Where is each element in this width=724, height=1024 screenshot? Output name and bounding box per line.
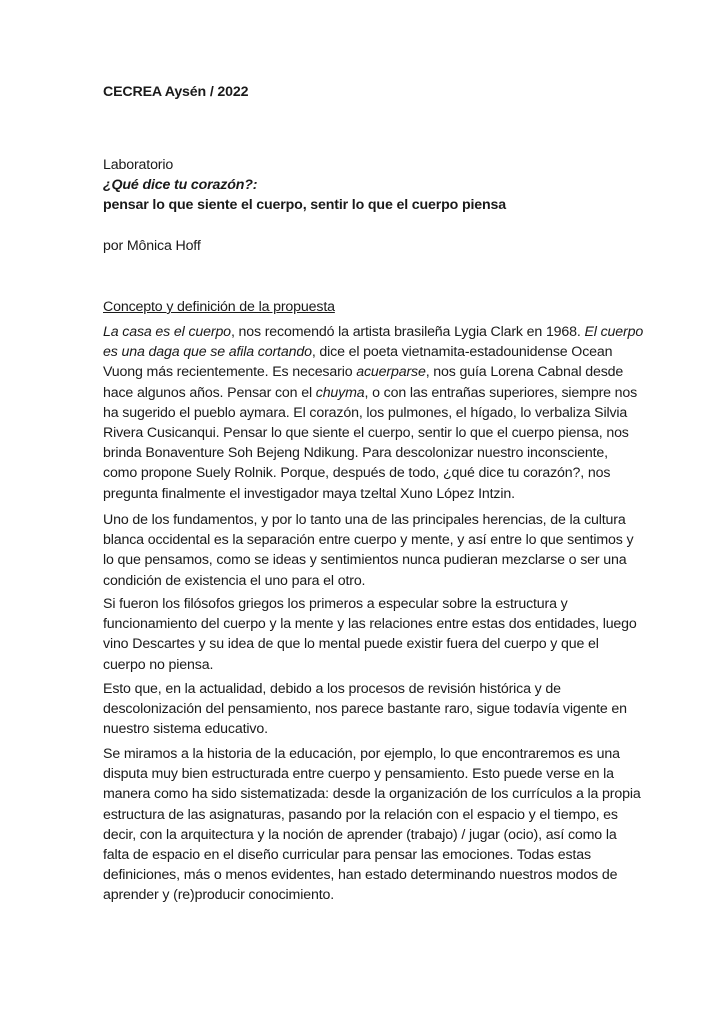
text-run: disputa muy bien estructurada entre cuerpo y pensamiento. Esto puede verse en la — [103, 766, 614, 783]
lab-title: ¿Qué dice tu corazón?: — [103, 177, 258, 194]
paragraph-line — [103, 764, 643, 784]
text-run: Uno de los fundamentos, y por lo tanto una de las principales herencias, de la cultura — [103, 512, 626, 528]
paragraph-line — [103, 784, 643, 804]
section-heading: Concepto y definición de la propuesta — [103, 299, 335, 315]
text-run: lo que pensamos, como se ideas y sentimientos nunca pudieran mezclarse o ser una — [103, 552, 627, 569]
text-run: decir, con la arquitectura y la noción de aprender (trabajo) / jugar (ocio), así como la — [103, 826, 617, 843]
paragraph-line — [103, 484, 643, 504]
text-run: manera como ha sido sistematizada: desde la organización de los currículos a la propia — [103, 786, 641, 803]
text-run: falta de espacio en el diseño curricular para pensar las emociones. Todas estas — [103, 847, 591, 864]
paragraph-line — [103, 463, 643, 483]
paragraph-line — [103, 805, 643, 825]
paragraph-line — [103, 383, 643, 403]
paragraph-line — [103, 362, 643, 382]
paragraph — [103, 322, 643, 504]
text-run: cuerpo no piensa. — [103, 656, 214, 673]
paragraph — [103, 744, 643, 906]
text-run: , nos guía Lorena Cabnal desde — [425, 364, 624, 381]
paragraph-line — [103, 403, 643, 423]
paragraph-line — [103, 845, 643, 865]
italic-text: acuerparse — [356, 364, 426, 381]
paragraph-line — [103, 699, 643, 719]
text-run: blanca occidental es la separación entre cuerpo y mente, y así entre lo que sentimos y — [103, 532, 634, 549]
italic-text: La casa es el cuerpo — [103, 324, 231, 340]
paragraph — [103, 594, 643, 675]
paragraph-line — [103, 865, 643, 885]
paragraph-line — [103, 719, 643, 739]
lab-subtitle: pensar lo que siente el cuerpo, sentir lo que el cuerpo piensa — [103, 197, 507, 214]
paragraph-line — [103, 550, 643, 570]
paragraph-line — [103, 744, 643, 764]
paragraph-line — [103, 614, 643, 634]
text-run: Si fueron los filósofos griegos los primeros a especular sobre la estructura y — [103, 596, 568, 612]
text-run: como propone Suely Rolnik. Porque, después de todo, ¿qué dice tu corazón?, nos — [103, 465, 611, 482]
org-year-header: CECREA Aysén / 2022 — [103, 84, 249, 100]
paragraph-line — [103, 885, 643, 905]
paragraph-line — [103, 571, 643, 591]
text-run: pregunta finalmente el investigador maya tzeltal Xuno López Intzin. — [103, 485, 515, 502]
paragraph-line — [103, 322, 643, 342]
paragraph-line — [103, 423, 643, 443]
paragraph-line — [103, 655, 643, 675]
text-run: brinda Bonaventure Soh Bejeng Ndikung. Para descolonizar nuestro inconsciente, — [103, 445, 608, 462]
text-run: , o con las entrañas superiores, siempre nos — [364, 384, 638, 401]
paragraph-line — [103, 530, 643, 550]
text-run: descolonización del pensamiento, nos parece bastante raro, sigue todavía vigente en — [103, 701, 627, 718]
text-run: Esto que, en la actualidad, debido a los procesos de revisión histórica y de — [103, 681, 561, 697]
text-run: definiciones, más o menos evidentes, han estado determinando nuestros modos de — [103, 867, 618, 884]
paragraph — [103, 510, 643, 591]
paragraph — [103, 679, 643, 740]
text-run: Rivera Cusicanqui. Pensar lo que siente el cuerpo, sentir lo que el cuerpo piensa, nos — [103, 425, 629, 442]
title-block — [103, 155, 643, 216]
paragraph-line — [103, 510, 643, 530]
paragraph-line — [103, 825, 643, 845]
lab-kind: Laboratorio — [103, 157, 174, 173]
text-run: vino Descartes y su idea de que lo mental puede existir fuera del cuerpo y que el — [103, 636, 599, 653]
text-run: nuestro sistema educativo. — [103, 721, 268, 738]
paragraph-line — [103, 634, 643, 654]
text-run: hace algunos años. Pensar con el — [103, 384, 316, 401]
italic-text: es una daga que se afila cortando — [103, 344, 312, 361]
paragraph-line — [103, 342, 643, 362]
text-run: Vuong más recientemente. Es necesario — [103, 364, 357, 381]
paragraph-line — [103, 443, 643, 463]
italic-text: chuyma — [315, 384, 365, 401]
author-line: por Mônica Hoff — [103, 238, 201, 254]
paragraph-line — [103, 594, 643, 614]
text-run: , dice el poeta vietnamita-estadounidense Ocean — [311, 344, 613, 361]
text-run: funcionamiento del cuerpo y la mente y las relaciones entre estas dos entidades, luego — [103, 616, 637, 633]
text-run: estructura de las asignaturas, pasando por la relación con el espacio y el tiempo, es — [103, 806, 618, 823]
text-run: aprender y (re)producir conocimiento. — [103, 887, 335, 904]
italic-text: El cuerpo — [584, 324, 644, 340]
text-run: Se miramos a la historia de la educación, por ejemplo, lo que encontraremos es una — [103, 746, 620, 762]
text-run: , nos recomendó la artista brasileña Lygia Clark en 1968. — [230, 324, 585, 340]
paragraph-line — [103, 679, 643, 699]
text-run: condición de existencia el uno para el otro. — [103, 572, 366, 589]
text-run: ha sugerido el pueblo aymara. El corazón, los pulmones, el hígado, lo verbaliza Silvia — [103, 404, 628, 421]
